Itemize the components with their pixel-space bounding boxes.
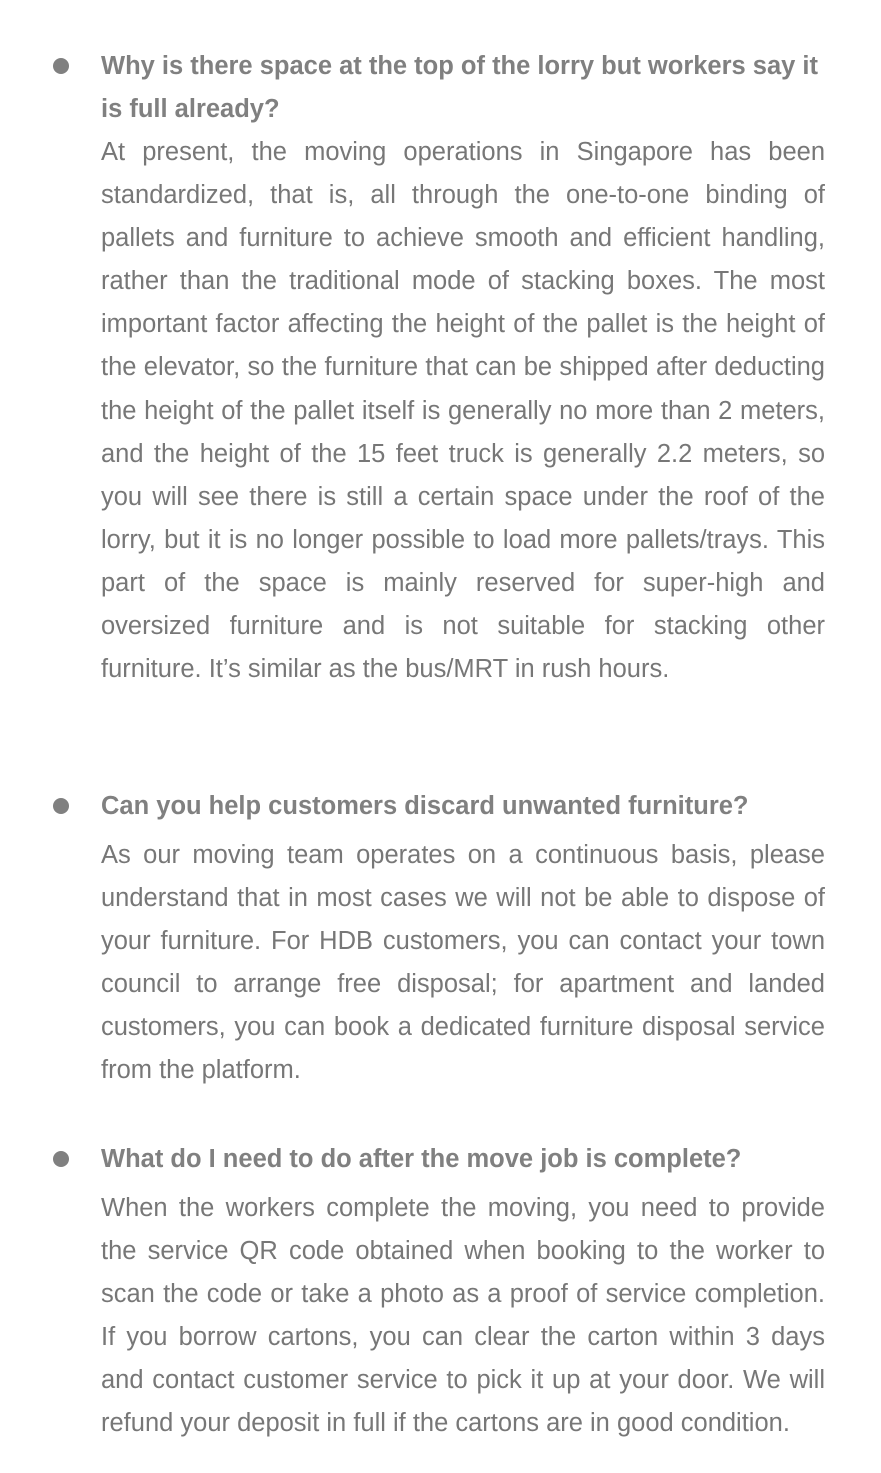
- bullet-icon: [53, 58, 69, 74]
- faq-answer: When the workers complete the moving, you need to provide the service QR code obtained when booking to the worker to scan the code or take a photo as a proof of service completion. If you borrow cartons, you can clear the carton within 3 days and contact customer service to pick it up at your door. We will refund your deposit in full if the cartons are in good condition.: [101, 1194, 825, 1438]
- bullet-icon: [53, 1151, 69, 1167]
- faq-question: Can you help customers discard unwanted furniture?: [101, 792, 749, 820]
- faq-answer: At present, the moving operations in Singapore has been standardized, that is, all through the one-to-one binding of pallets and furniture to achieve smooth and efficient handling, rather than the traditional mode of stacking boxes. The most important factor affecting the height of the pallet is the height of the elevator, so the furniture that can be shipped after deducting the height of the pallet itself is generally no more than 2 meters, and the height of the 15 feet truck is generally 2.2 meters, so you will see there is still a certain space under the roof of the lorry, but it is no longer possible to load more pallets/trays. This part of the space is mainly reserved for super-high and oversized furniture and is not suitable for stacking other furniture. It’s similar as the bus/MRT in rush hours.: [101, 138, 825, 684]
- faq-question: Why is there space at the top of the lorry but workers say it is full already?: [101, 52, 819, 123]
- bullet-icon: [53, 798, 69, 814]
- faq-question: What do I need to do after the move job is complete?: [101, 1145, 742, 1173]
- faq-answer: As our moving team operates on a continuous basis, please understand that in most cases we will not be able to dispose of your furniture. For HDB customers, you can contact your town council to arrange free disposal; for apartment and landed customers, you can book a dedicated furniture disposal service from the platform.: [101, 841, 825, 1085]
